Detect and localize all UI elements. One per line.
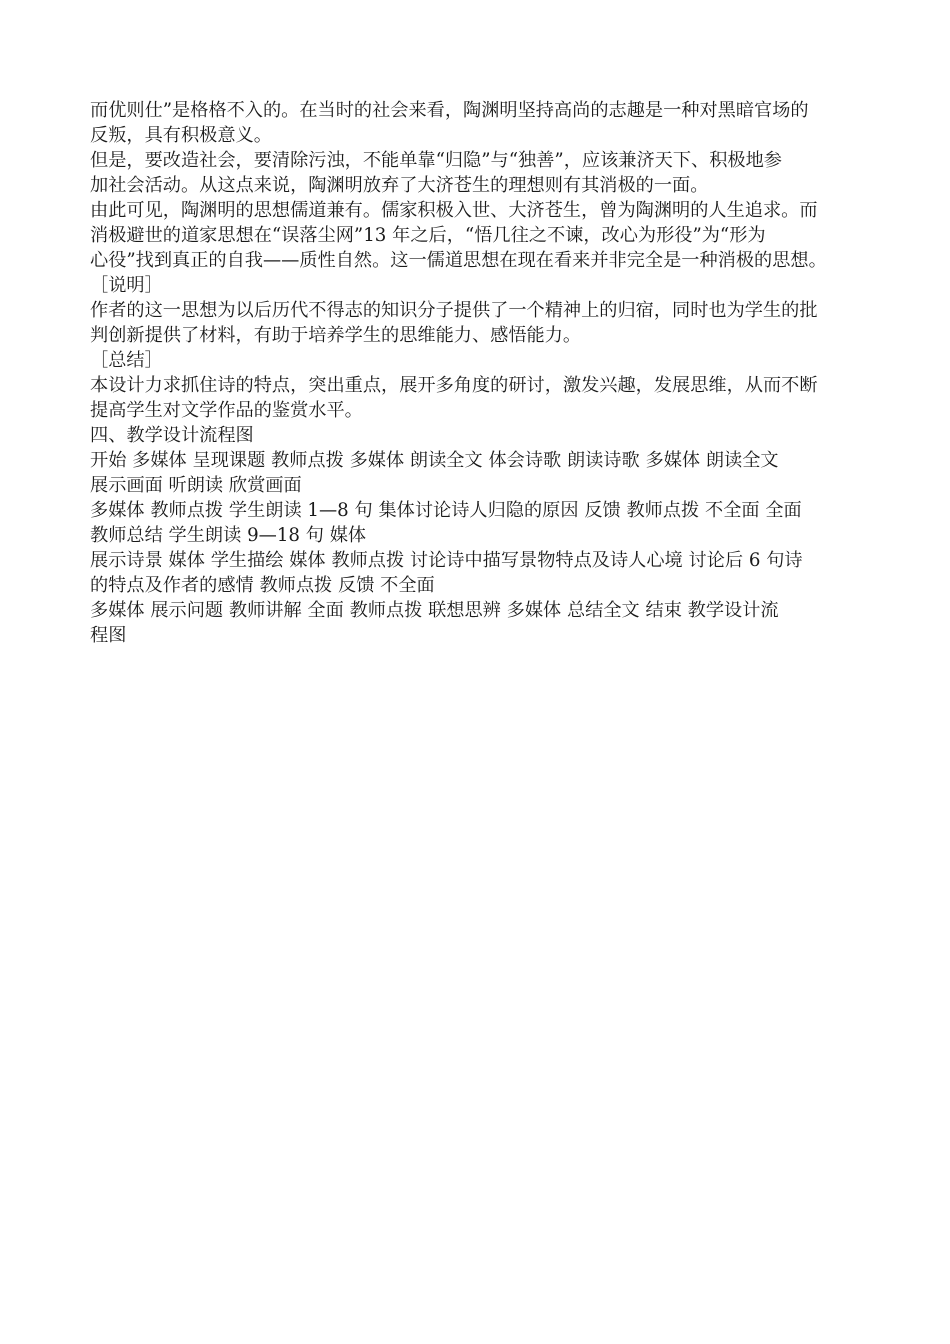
- text-line: 本设计力求抓住诗的特点，突出重点，展开多角度的研讨，激发兴趣，发展思维，从而不断: [90, 375, 818, 396]
- flowchart-line: 展示画面 听朗读 欣赏画面: [90, 475, 302, 496]
- flowchart-line: 教师总结 学生朗读 9—18 句 媒体: [90, 525, 367, 546]
- text-line: 作者的这一思想为以后历代不得志的知识分子提供了一个精神上的归宿，同时也为学生的批: [90, 300, 818, 321]
- section-heading-flowchart: 四、教学设计流程图: [90, 425, 254, 446]
- text-line: 心役”找到真正的自我——质性自然。这一儒道思想在现在看来并非完全是一种消极的思想。: [90, 250, 827, 271]
- text-line: 由此可见，陶渊明的思想儒道兼有。儒家积极入世、大济苍生，曾为陶渊明的人生追求。而: [90, 200, 818, 221]
- text-line: 提高学生对文学作品的鉴赏水平。: [90, 400, 363, 421]
- document-body: [90, 98, 870, 648]
- flowchart-line: 多媒体 教师点拨 学生朗读 1—8 句 集体讨论诗人归隐的原因 反馈 教师点拨 不全面 全面: [90, 500, 802, 521]
- text-line: 反叛，具有积极意义。: [90, 125, 272, 146]
- text-line: 加社会活动。从这点来说，陶渊明放弃了大济苍生的理想则有其消极的一面。: [90, 175, 709, 196]
- flowchart-line: 展示诗景 媒体 学生描绘 媒体 教师点拨 讨论诗中描写景物特点及诗人心境 讨论后 6 句诗: [90, 550, 803, 571]
- section-heading-explanation: ［说明］: [90, 275, 163, 296]
- text-line: 而优则仕”是格格不入的。在当时的社会来看，陶渊明坚持高尚的志趣是一种对黑暗官场的: [90, 100, 809, 121]
- text-line: 消极避世的道家思想在“误落尘网”13 年之后，“悟几往之不谏，改心为形役”为“形为: [90, 225, 766, 246]
- text-line: 但是，要改造社会，要清除污浊，不能单靠“归隐”与“独善”，应该兼济天下、积极地参: [90, 150, 782, 171]
- flowchart-line: 多媒体 展示问题 教师讲解 全面 教师点拨 联想思辨 多媒体 总结全文 结束 教学设计流: [90, 600, 779, 621]
- flowchart-line: 的特点及作者的感情 教师点拨 反馈 不全面: [90, 575, 435, 596]
- flowchart-line: 开始 多媒体 呈现课题 教师点拨 多媒体 朗读全文 体会诗歌 朗读诗歌 多媒体 朗读全文: [90, 450, 779, 471]
- section-heading-summary: ［总结］: [90, 350, 163, 371]
- text-line: 判创新提供了材料，有助于培养学生的思维能力、感悟能力。: [90, 325, 582, 346]
- flowchart-line: 程图: [90, 625, 127, 646]
